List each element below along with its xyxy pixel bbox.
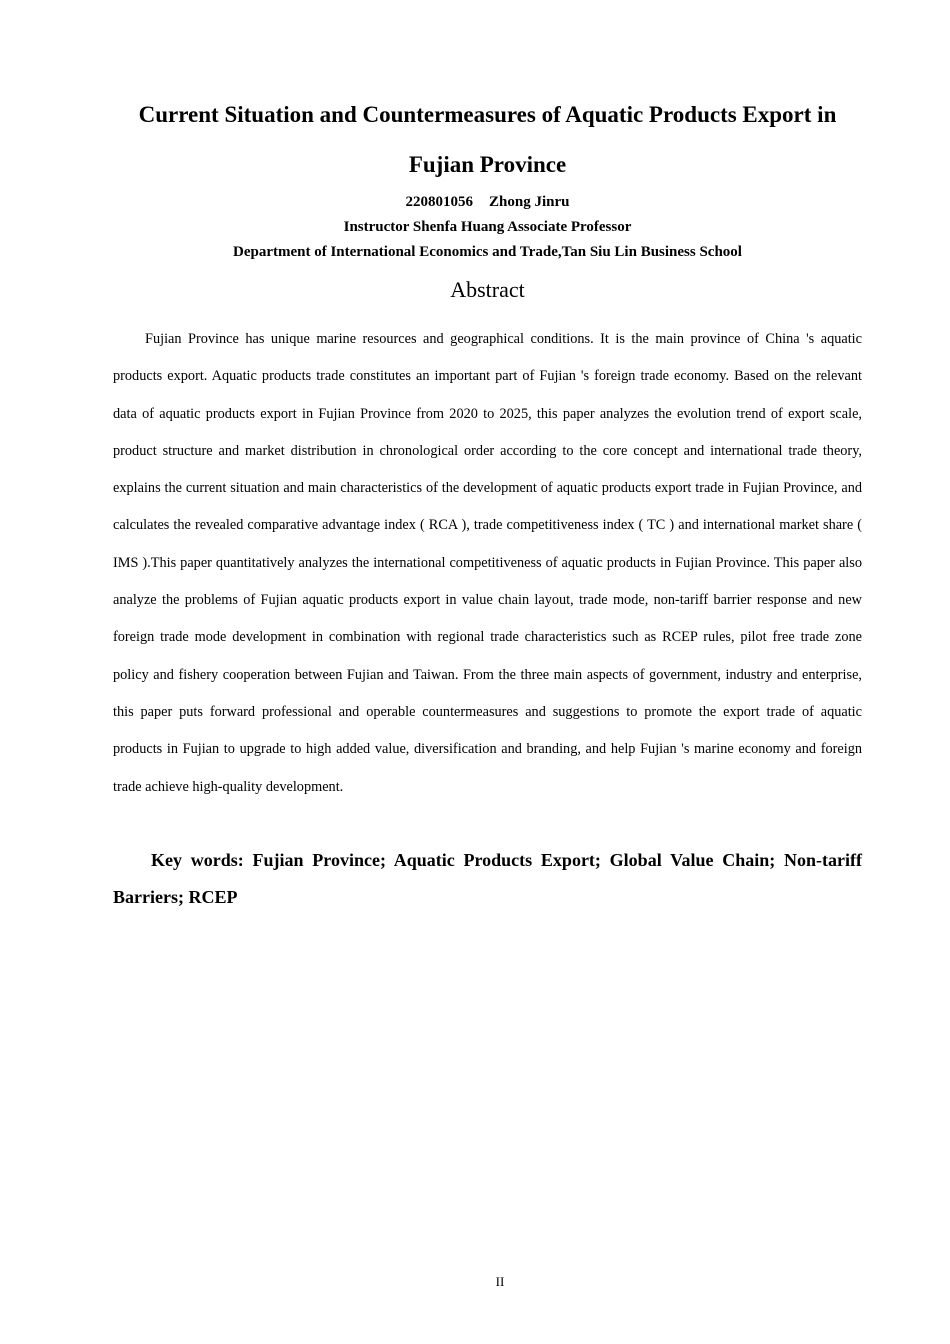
page-number: II	[495, 1274, 505, 1289]
abstract-body: Fujian Province has unique marine resources and geographical conditions. It is the main province of China 's aquatic products export. Aquatic products trade constitutes an important part of Fujian 's foreign trade economy. Based on the relevant data of aquatic products export in Fujian Province from 2020 to 2025, this paper analyzes the evolution trend of export scale, product structure and market distribution in chronological order according to the core concept and international trade theory, explains the current situation and main characteristics of the development of aquatic products export trade in Fujian Province, and calculates the revealed comparative advantage index ( RCA ), trade competitiveness index ( TC ) and international market share ( IMS ).This paper quantitatively analyzes the international competitiveness of aquatic products in Fujian Province. This paper also analyze the problems of Fujian aquatic products export in value chain layout, trade mode, non-tariff barrier response and new foreign trade mode development in combination with regional trade characteristics such as RCEP rules, pilot free trade zone policy and fishery cooperation between Fujian and Taiwan. From the three main aspects of government, industry and enterprise, this paper puts forward professional and operable countermeasures and suggestions to promote the export trade of aquatic products in Fujian to upgrade to high added value, diversification and branding, and help Fujian 's marine economy and foreign trade achieve high-quality development.	[113, 331, 862, 795]
author-name: Zhong Jinru	[489, 194, 570, 210]
paper-title-line-1: Current Situation and Countermeasures of Aquatic Products Export in	[138, 102, 837, 127]
instructor-line: Instructor Shenfa Huang Associate Professor	[343, 219, 632, 235]
department-line: Department of International Economics and Trade,Tan Siu Lin Business School	[233, 244, 742, 260]
author-line	[0, 194, 950, 211]
abstract-heading: Abstract	[450, 277, 525, 302]
keywords-label: Key words:	[151, 850, 244, 870]
keywords	[113, 842, 862, 916]
paper-title-line-2: Fujian Province	[408, 152, 567, 177]
keywords-text: Fujian Province; Aquatic Products Export; Global Value Chain; Non-tariff Barriers; RCEP	[113, 850, 863, 907]
student-id: 220801056	[405, 194, 474, 210]
